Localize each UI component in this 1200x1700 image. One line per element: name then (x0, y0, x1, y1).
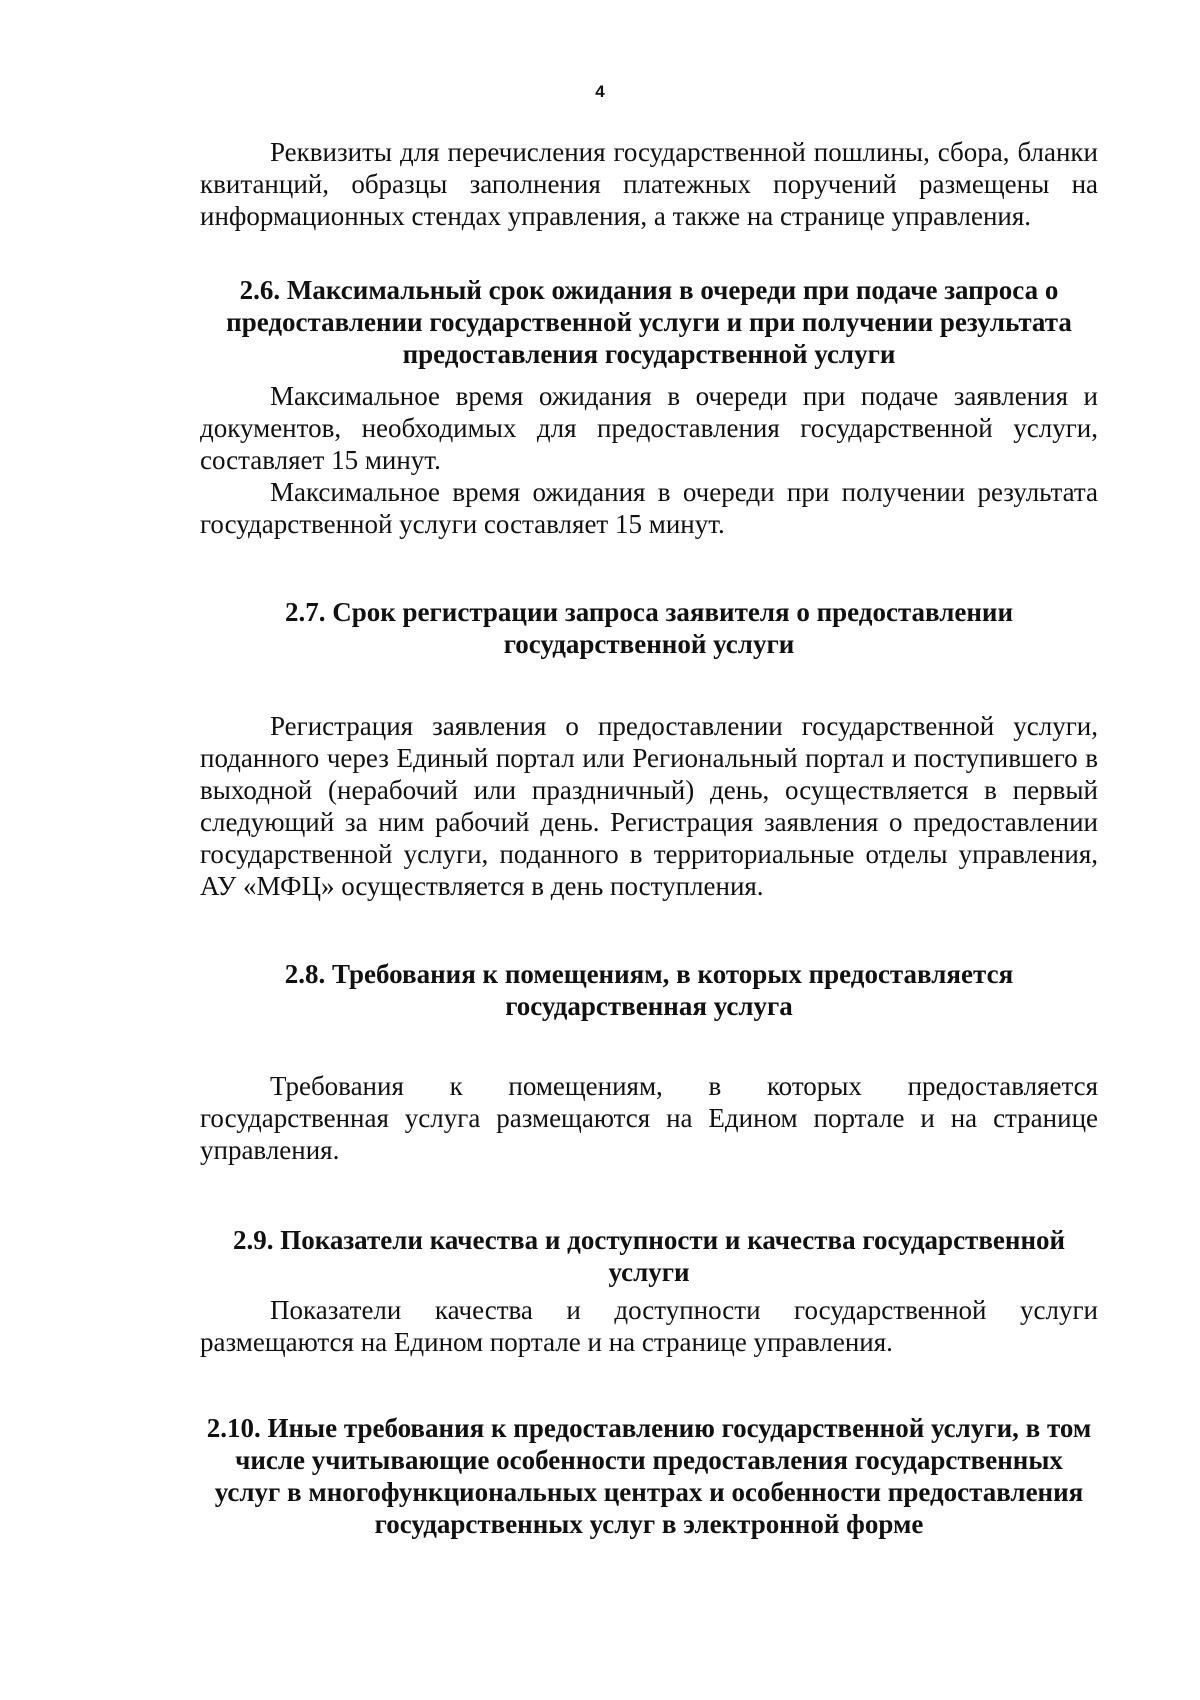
section-paragraph: Максимальное время ожидания в очереди при получении результата государственной услуги составляет 15 минут. (200, 477, 1098, 539)
section-heading-2-9: 2.9. Показатели качества и доступности и качества государственной услуги (232, 1225, 1066, 1287)
section-paragraph: Показатели качества и доступности государственной услуги размещаются на Едином портале и на странице управления. (200, 1295, 1098, 1357)
section-heading-2-6: 2.6. Максимальный срок ожидания в очереди при подаче запроса о предоставлении государственной услуги и при получении результата предоставления государственной услуги (226, 275, 1072, 369)
section-paragraph: Регистрация заявления о предоставлении государственной услуги, поданного через Единый портал или Региональный портал и поступившего в выходной (нерабочий или праздничный) день, осуществляется в первый следующий за ним рабочий день. Регистрация заявления о предоставлении государственной услуги, поданного в территориальные отделы управления, АУ «МФЦ» осуществляется в день поступления. (200, 711, 1098, 901)
intro-paragraph: Реквизиты для перечисления государственной пошлины, сбора, бланки квитанций, образцы заполнения платежных поручений размещены на информационных стендах управления, а также на странице управления. (200, 137, 1098, 231)
document-body (200, 136, 1098, 1540)
section-heading-2-10: 2.10. Иные требования к предоставлению государственной услуги, в том числе учитывающие особенности предоставления государственных услуг в многофункциональных центрах и особенности предоставления государственных услуг в электронной форме (206, 1413, 1092, 1539)
section-heading-2-8: 2.8. Требования к помещениям, в которых предоставляется государственная услуга (284, 959, 1014, 1021)
section-paragraph: Требования к помещениям, в которых предоставляется государственная услуга размещаются на Едином портале и на странице управления. (200, 1071, 1098, 1165)
section-paragraph: Максимальное время ожидания в очереди при подаче заявления и документов, необходимых для предоставления государственной услуги, составляет 15 минут. (200, 381, 1098, 475)
section-heading-2-7: 2.7. Срок регистрации запроса заявителя о предоставлении государственной услуги (284, 597, 1014, 659)
page-number: 4 (595, 82, 605, 101)
